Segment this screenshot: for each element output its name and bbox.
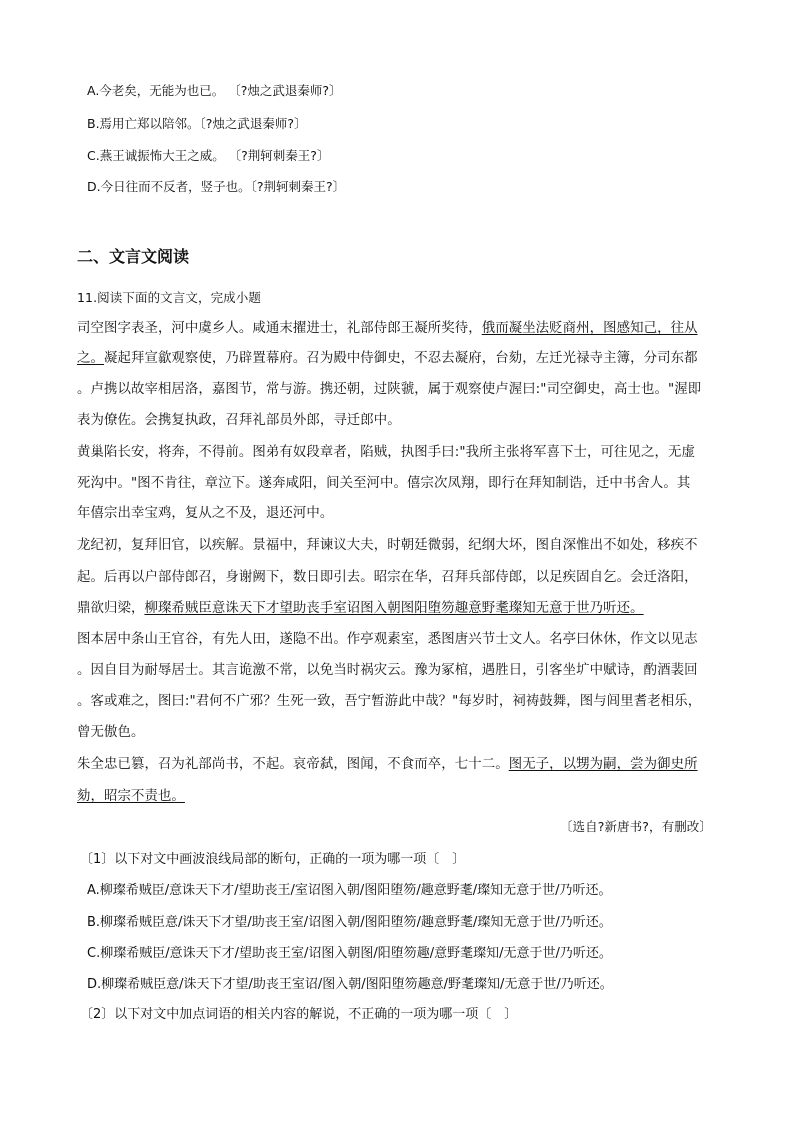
underlined-text: 图无子，以甥为嗣，尝为御史所: [508, 757, 698, 772]
passage-line: 图本居中条山王官谷，有先人田，遂隐不出。作亭观素室，悉图唐兴节士文人。名亭曰休休，作文以见志: [77, 632, 698, 647]
passage-line: 曾无傲色。: [77, 725, 145, 740]
passage-line: 表为僚佐。会携复执政，召拜礼部员外郎，寻迁郎中。: [77, 413, 401, 428]
passage-line: 年僖宗出幸宝鸡，复从之不及，退还河中。: [77, 506, 334, 521]
passage-line: [77, 597, 644, 616]
passage-line: 。卢携以故宰相居洛，嘉图节，常与游。携还朝，过陕虢，属于观察使卢渥曰:"司空御史，高士也。"渥即: [77, 382, 702, 397]
option-b: B.焉用亡郑以陪邻。〔?烛之武退秦师?〕: [87, 116, 307, 131]
sub-q1-option-a: A.柳璨希贼臣/意诛天下才/望助丧王/室诏图入朝/图阳堕笏/趣意野耄/璨知无意于世/乃听还。: [87, 883, 612, 898]
underlined-text: 劾，昭宗不责也。: [77, 789, 185, 804]
underlined-text: 俄而凝坐法贬商州，图感知己，往从: [481, 321, 698, 336]
sub-q1-option-c: C.柳璨希贼臣/意诛天下才/望助丧王室/诏图入朝图/阳堕笏趣/意野耄璨知/无意于世/乃听还。: [87, 946, 612, 961]
option-a: A.今老矣，无能为也已。 〔?烛之武退秦师?〕: [87, 83, 342, 98]
passage-text: 鼎欲归梁，: [77, 601, 145, 616]
passage-text: 凝起拜宣歙观察使，乃辟置幕府。召为殿中侍御史，不忍去凝府，台劾，左迁光禄寺主簿，分司东都: [103, 351, 698, 366]
passage-line: [77, 347, 698, 366]
option-d: D.今日往而不反者，竖子也。〔?荆轲刺秦王?〕: [87, 179, 346, 194]
sub-question-2: 〔2〕以下对文中加点词语的相关内容的解说，不正确的一项为哪一项〔 〕: [80, 1007, 518, 1022]
passage-line: [77, 785, 185, 804]
sub-question-1: 〔1〕以下对文中画波浪线局部的断句，正确的一项为哪一项〔 〕: [80, 852, 466, 867]
wavy-underlined-text: 柳璨希贼臣意诛天下才望助丧手室诏图入朝图阳堕笏趣意野耄璨知无意于世乃听还。: [144, 601, 644, 616]
passage-line: 黄巢陷长安，将奔，不得前。图弟有奴段章者，陷贼，执图手曰:"我所主张将军喜下士，可往见之，无虚: [77, 445, 695, 460]
source-note: 〔选自?新唐书?，有删改〕: [559, 819, 712, 834]
passage-line: 。客或难之，图曰:"君何不广邪？生死一致，吾宁暂游此中哉？"每岁时，祠祷鼓舞，图与闾里耆老相乐，: [77, 694, 702, 709]
section-title: 二、文言文阅读: [77, 247, 190, 266]
question-head: 11.阅读下面的文言文，完成小题: [77, 290, 261, 305]
passage-line: 死沟中。"图不肯往，章泣下。遂奔咸阳，间关至河中。僖宗次凤翔，即行在拜知制诰，迁中书舍人。其: [77, 476, 691, 491]
passage-text: 朱全忠已篡，召为礼部尚书，不起。哀帝弑，图闻，不食而卒，七十二。: [77, 757, 509, 772]
option-c: C.燕王诚振怖大王之威。 〔?荆轲刺秦王?〕: [87, 148, 330, 163]
passage-line: [77, 753, 698, 772]
underlined-text: 之。: [77, 351, 104, 366]
passage-line: 起。后再以户部侍郎召，身谢阙下，数日即引去。昭宗在华，召拜兵部侍郎，以足疾固自乞。会迁洛阳，: [77, 570, 698, 585]
sub-q1-option-d: D.柳璨希贼臣意/诛天下才望/助丧王室诏/图入朝/图阳堕笏趣意/野耄璨知/无意于世/乃听还。: [87, 977, 613, 992]
passage-line: 。因自目为耐辱居士。其言诡激不常，以免当时祸灾云。豫为冢棺，遇胜日，引客坐圹中赋诗，酌酒裴回: [77, 663, 698, 678]
passage-line: [77, 317, 698, 336]
passage-text: 司空图字表圣，河中虞乡人。咸通末擢进士，礼部侍郎王凝所奖待，: [77, 321, 482, 336]
passage-line: 龙纪初，复拜旧官，以疾解。景福中，拜谏议大夫，时朝廷微弱，纪纲大坏，图自深惟出不如处，移疾不: [77, 538, 698, 553]
sub-q1-option-b: B.柳璨希贼臣意/诛天下才望/助丧王室/诏图入朝/图阳堕笏/趣意野耄/璨知无意于世/乃听还。: [87, 915, 612, 930]
